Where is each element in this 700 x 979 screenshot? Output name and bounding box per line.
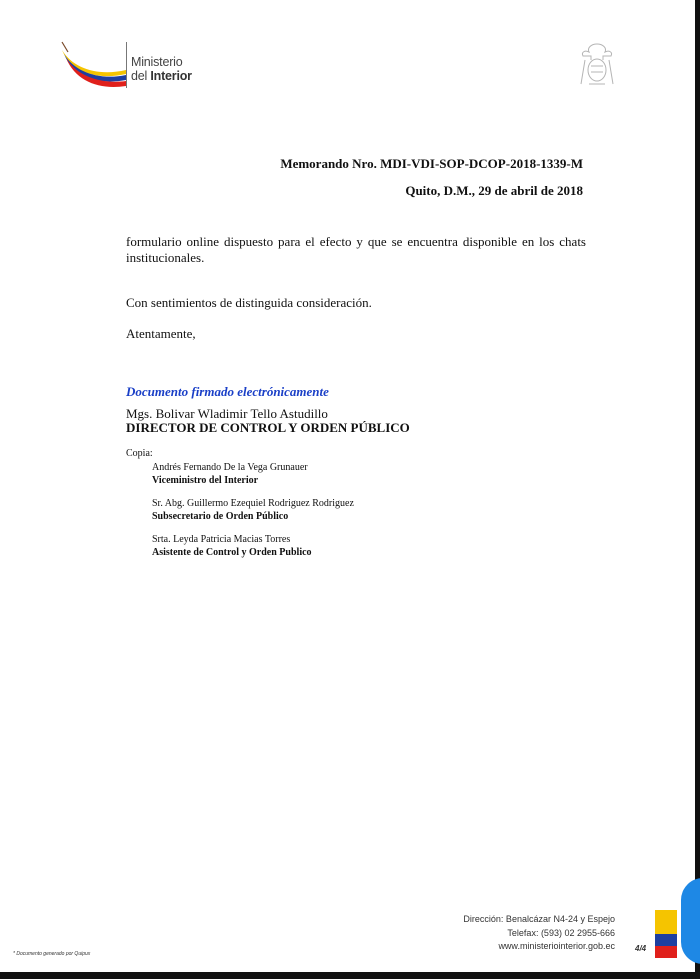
page-number: 4/4 [635, 944, 647, 953]
page-edge-right [695, 0, 700, 979]
footer-website: www.ministeriointerior.gob.ec [498, 941, 615, 951]
copy-recipient-role: Asistente de Control y Orden Publico [152, 547, 312, 558]
copy-recipient-role: Subsecretario de Orden Público [152, 511, 289, 522]
signer-title: DIRECTOR DE CONTROL Y ORDEN PÚBLICO [126, 420, 410, 435]
copy-recipient-role: Viceministro del Interior [152, 475, 259, 486]
copy-recipient [152, 461, 308, 487]
page-edge-bottom [0, 972, 700, 979]
ministry-name-prefix: del [131, 69, 151, 83]
copy-recipient-name: Sr. Abg. Guillermo Ezequiel Rodriguez Rodriguez [152, 498, 354, 509]
closing-line: Con sentimientos de distinguida consideración. [126, 295, 372, 310]
ministry-name-line1: Ministerio [131, 55, 183, 69]
electronic-signature-note: Documento firmado electrónicamente [126, 384, 329, 399]
copy-recipient [152, 533, 312, 559]
generated-by-note: * Documento generado por Quipux [13, 951, 91, 957]
signer-name: Mgs. Bolivar Wladimir Tello Astudillo [126, 406, 328, 421]
copy-recipient [152, 497, 354, 523]
logo-divider [126, 42, 127, 88]
copy-recipient-name: Andrés Fernando De la Vega Grunauer [152, 462, 308, 473]
footer-address: Dirección: Benalcázar N4-24 y Espejo [463, 914, 615, 924]
copy-recipient-name: Srta. Leyda Patricia Macias Torres [152, 534, 291, 545]
copy-label: Copia: [126, 448, 153, 459]
ministry-name-strong: Interior [150, 69, 192, 83]
side-accent-tab [681, 878, 700, 964]
regards-line: Atentamente, [126, 326, 196, 341]
memo-number: Memorando Nro. MDI-VDI-SOP-DCOP-2018-1339-M [280, 156, 583, 171]
flag-stripe-icon [655, 910, 677, 958]
memo-date: Quito, D.M., 29 de abril de 2018 [405, 183, 583, 198]
footer-phone: Telefax: (593) 02 2955-666 [507, 927, 615, 938]
ministry-name [131, 55, 192, 83]
footer-contact [463, 913, 615, 954]
coat-of-arms-icon [577, 40, 617, 90]
body-paragraph: formulario online dispuesto para el efecto y que se encuentra disponible en los chats institucionales. [126, 234, 586, 265]
